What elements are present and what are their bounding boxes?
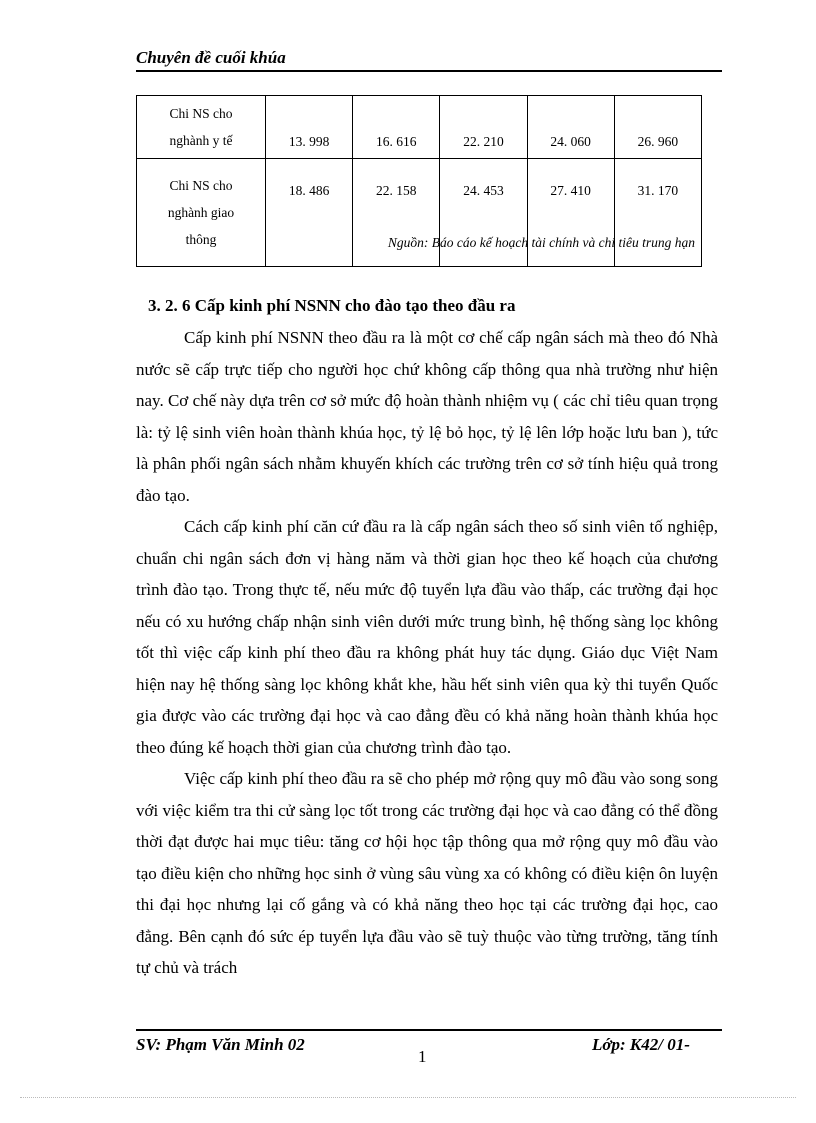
row-label-line: nghành giao — [167, 205, 235, 220]
row-label-line: Chi NS cho — [169, 106, 233, 121]
page-edge-divider — [20, 1097, 796, 1098]
table-cell: 18. 486 — [266, 159, 353, 267]
table-cell: 16. 616 — [353, 96, 440, 159]
row-label — [137, 96, 266, 159]
table-row — [137, 96, 702, 159]
page-number: 1 — [418, 1047, 427, 1066]
row-label-line: thông — [185, 232, 217, 247]
header-title: Chuyên đề cuối khúa — [136, 48, 286, 67]
table-cell: 27. 410 — [527, 159, 614, 267]
footer-class: Lớp: K42/ 01- — [592, 1035, 690, 1054]
header-rule — [136, 70, 722, 72]
row-label-line: nghành y tế — [169, 133, 233, 148]
row-label — [137, 159, 266, 267]
table-cell: 22. 210 — [440, 96, 527, 159]
table-cell: 24. 453 — [440, 159, 527, 267]
table-cell: 24. 060 — [527, 96, 614, 159]
table-cell: 31. 170 — [614, 159, 701, 267]
paragraph: Cách cấp kinh phí căn cứ đầu ra là cấp ngân sách theo số sinh viên tố nghiệp, chuẩn chi ngân sách đơn vị hàng năm và thời gian học theo kế hoạch của chương trình đào tạo. Trong thực tế, nếu mức độ tuyển lựa đầu vào thấp, các trường đại học nếu có xu hướng chấp nhận sinh viên dưới mức trung bình, hệ thống sàng lọc không tốt thì việc cấp kinh phí theo đầu ra không phát huy tác dụng. Giáo dục Việt Nam hiện nay hệ thống sàng lọc không khắt khe, hầu hết sinh viên qua kỳ thi tuyển Quốc gia được vào các trường đại học và cao đẳng đều có khả năng hoàn thành khúa học theo đúng kế hoạch thời gian của chương trình đào tạo. — [136, 517, 718, 757]
paragraph: Cấp kinh phí NSNN theo đầu ra là một cơ chế cấp ngân sách mà theo đó Nhà nước sẽ cấp trực tiếp cho người học chứ không cấp thông qua nhà trường như hiện nay. Cơ chế này dựa trên cơ sở mức độ hoàn thành nhiệm vụ ( các chỉ tiêu quan trọng là: tỷ lệ sinh viên hoàn thành khúa học, tỷ lệ bỏ học, tỷ lệ lên lớp hoặc lưu ban ), tức là phân phối ngân sách nhằm khuyến khích các trường trên cơ sở tính hiệu quả trong đào tạo. — [136, 328, 718, 505]
footer-student: SV: Phạm Văn Minh 02 — [136, 1035, 305, 1054]
section-heading: 3. 2. 6 Cấp kinh phí NSNN cho đào tạo theo đầu ra — [148, 296, 516, 315]
table-source-note: Nguồn: Báo cáo kế hoạch tài chính và chi tiêu trung hạn — [387, 235, 695, 250]
table-cell: 13. 998 — [266, 96, 353, 159]
table-cell: 22. 158 — [353, 159, 440, 267]
row-label-line: Chi NS cho — [169, 178, 233, 193]
table-cell: 26. 960 — [614, 96, 701, 159]
footer-rule — [136, 1029, 722, 1031]
body-text — [136, 322, 718, 984]
paragraph: Việc cấp kinh phí theo đầu ra sẽ cho phép mở rộng quy mô đầu vào song song với việc kiểm tra thi cử sàng lọc tốt trong các trường đại học và cao đẳng có thể đồng thời đạt được hai mục tiêu: tăng cơ hội học tập thông qua mở rộng quy mô đầu vào tạo điều kiện cho những học sinh ở vùng sâu vùng xa có không có điều kiện ôn luyện thi đại học nhưng lại cố gắng và có khả năng theo học tại các trường đại học, cao đẳng. Bên cạnh đó sức ép tuyển lựa đầu vào sẽ tuỳ thuộc vào từng trường, tăng tính tự chủ và trách — [136, 769, 718, 977]
